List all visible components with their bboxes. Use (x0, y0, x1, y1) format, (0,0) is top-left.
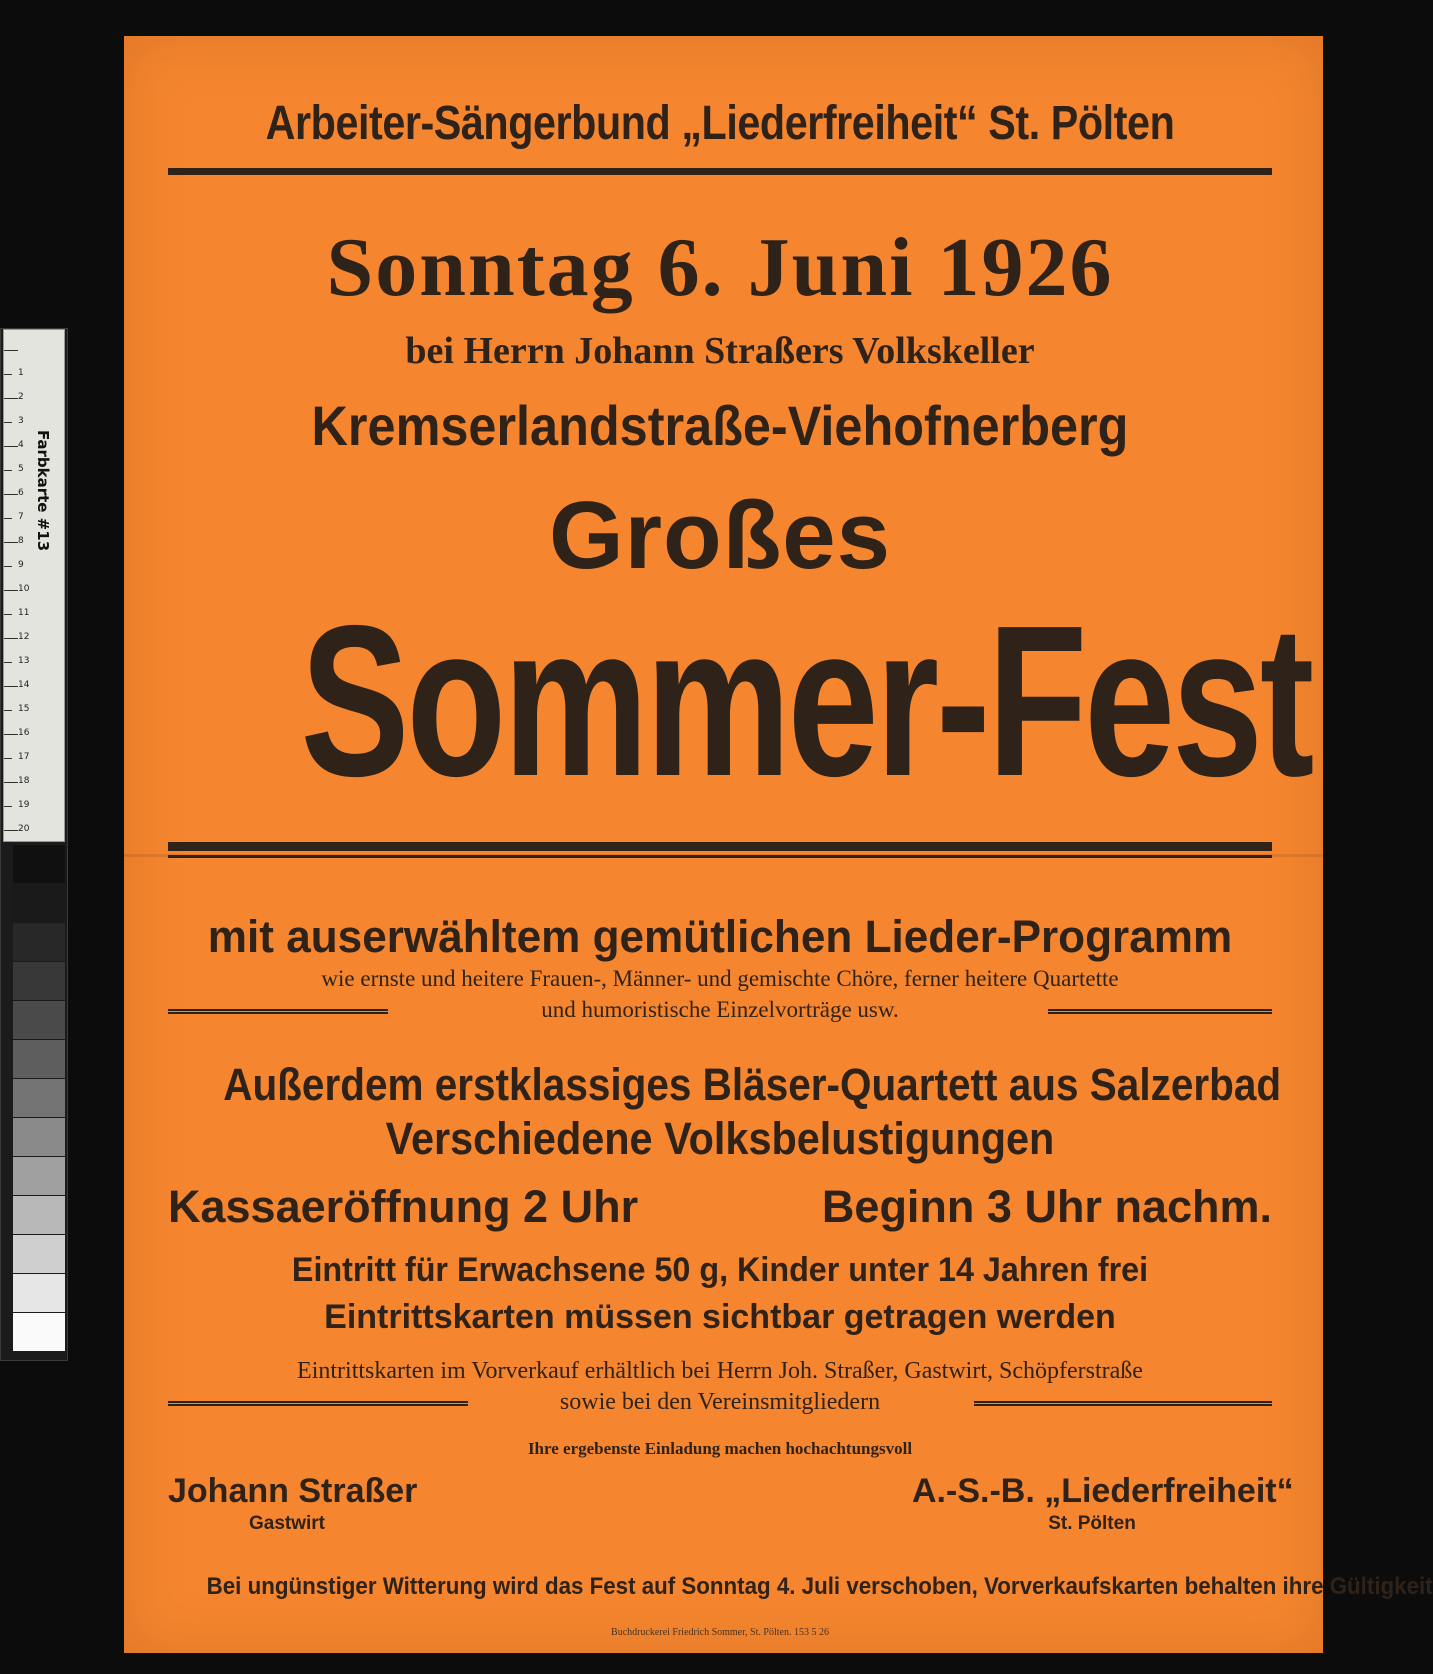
measuring-ruler (3, 329, 65, 842)
ruler-number: 1 (18, 368, 24, 378)
ruler-tick (4, 734, 18, 735)
ruler-tick (4, 662, 12, 663)
card-title: Farbkarte #13 (34, 430, 52, 552)
organization-header: Arbeiter-Sängerbund „Liederfreiheit“ St. Pölten (265, 97, 1175, 150)
ruler-number: 10 (18, 584, 30, 594)
poster (124, 36, 1433, 1653)
grey-swatch (13, 1235, 65, 1273)
grey-swatch (13, 1196, 65, 1234)
ruler-number: 17 (18, 752, 30, 762)
ruler-tick (4, 758, 12, 759)
ruler-number: 7 (18, 512, 24, 522)
ruler-number: 18 (18, 776, 30, 786)
program-title: mit auserwähltem gemütlichen Lieder-Programm (207, 911, 1233, 962)
ruler-number: 14 (18, 680, 30, 690)
ruler-tick (4, 686, 18, 687)
grey-swatch (13, 1274, 65, 1312)
club-name: A.-S.-B. „Liederfreiheit“ (912, 1472, 1294, 1510)
color-reference-card (0, 328, 68, 1361)
ruler-tick (4, 830, 18, 831)
grey-scale-strip (1, 845, 67, 1360)
ruler-number: 20 (18, 824, 30, 834)
ruler-tick (4, 806, 12, 807)
box-office-time: Kassaeröffnung 2 Uhr (168, 1181, 639, 1232)
ruler-number: 9 (18, 560, 24, 570)
ruler-tick (4, 782, 18, 783)
ruler-number: 12 (18, 632, 30, 642)
host-name: Johann Straßer (168, 1472, 418, 1510)
grey-swatch (13, 923, 65, 961)
host-title: Gastwirt (248, 1513, 326, 1534)
grey-swatch (13, 1157, 65, 1195)
ruler-number: 3 (18, 416, 24, 426)
program-dotted-right (1048, 1009, 1272, 1014)
ruler-tick (4, 494, 18, 495)
ruler-number: 11 (18, 608, 30, 618)
grey-swatch (13, 845, 65, 883)
ruler-tick (4, 566, 12, 567)
weather-note: Bei ungünstiger Witterung wird das Fest auf Sonntag 4. Juli verschoben, Vorverkaufskarten behalten ihre Gültigkeit (206, 1573, 1433, 1600)
program-line-1: wie ernste und heitere Frauen-, Männer- und gemischte Chöre, ferner heitere Quartette (321, 966, 1119, 991)
ruler-tick (4, 542, 18, 543)
printer-imprint: Buchdruckerei Friedrich Sommer, St. Pölten. 153 5 26 (611, 1627, 829, 1638)
ruler-tick (4, 374, 12, 375)
ruler-tick (4, 590, 18, 591)
ruler-number: 15 (18, 704, 30, 714)
ruler-tick (4, 422, 12, 423)
headline-rule-thick (168, 842, 1272, 851)
header-rule (168, 168, 1272, 175)
ruler-number: 5 (18, 464, 24, 474)
ruler-tick (4, 350, 18, 351)
headline-rule-thin (168, 855, 1272, 858)
start-time: Beginn 3 Uhr nachm. (821, 1181, 1272, 1232)
club-place: St. Pölten (1048, 1513, 1136, 1534)
venue: bei Herrn Johann Straßers Volkskeller (405, 330, 1035, 372)
location: Kremserlandstraße-Viehofnerberg (311, 394, 1129, 457)
ruler-number: 6 (18, 488, 24, 498)
extra-attraction: Außerdem erstklassiges Bläser-Quartett aus Salzerbad (223, 1059, 1282, 1110)
ruler-number: 4 (18, 440, 24, 450)
ruler-number: 8 (18, 536, 24, 546)
grey-swatch (13, 1313, 65, 1351)
ruler-tick (4, 614, 12, 615)
grey-swatch (13, 1079, 65, 1117)
grey-swatch (13, 962, 65, 1000)
ruler-number: 16 (18, 728, 30, 738)
ruler-tick (4, 470, 12, 471)
presale-dotted-right (974, 1401, 1272, 1406)
headline-sommer-fest: Sommer-Fest (300, 580, 1312, 821)
grey-swatch (13, 1001, 65, 1039)
ruler-tick (4, 518, 12, 519)
presale-line-2: sowie bei den Vereinsmitgliedern (559, 1389, 881, 1415)
ruler-number: 19 (18, 800, 30, 810)
admission-prices: Eintritt für Erwachsene 50 g, Kinder unter 14 Jahren frei (291, 1251, 1149, 1289)
ticket-note: Eintrittskarten müssen sichtbar getragen werden (324, 1298, 1116, 1336)
ruler-number: 2 (18, 392, 24, 402)
ruler-tick (4, 710, 12, 711)
grey-swatch (13, 1040, 65, 1078)
grey-swatch (13, 884, 65, 922)
invitation: Ihre ergebenste Einladung machen hochachtungsvoll (527, 1439, 913, 1458)
ruler-tick (4, 398, 18, 399)
program-line-2: und humoristische Einzelvorträge usw. (541, 997, 899, 1022)
ruler-tick (4, 638, 18, 639)
headline-grosses: Großes (548, 482, 892, 589)
ruler-number: 13 (18, 656, 30, 666)
event-date: Sonntag 6. Juni 1926 (326, 221, 1114, 314)
ruler-tick (4, 446, 18, 447)
presale-line-1: Eintrittskarten im Vorverkauf erhältlich bei Herrn Joh. Straßer, Gastwirt, Schöpferstraße (297, 1358, 1143, 1384)
grey-swatch (13, 1118, 65, 1156)
amusements: Verschiedene Volksbelustigungen (385, 1113, 1055, 1164)
